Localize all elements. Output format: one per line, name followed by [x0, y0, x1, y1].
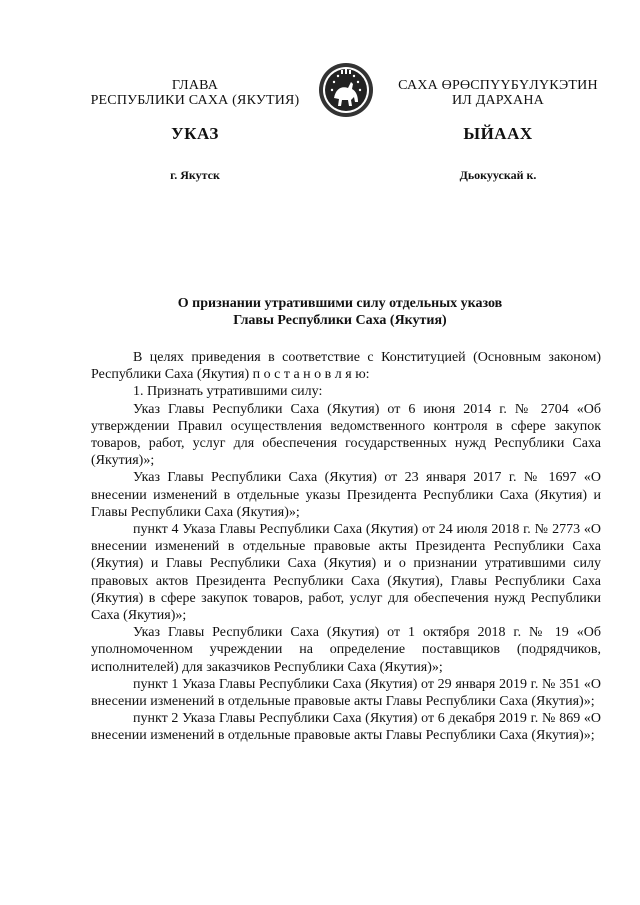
- paragraph: В целях приведения в соответствие с Конституцией (Основным законом) Республики Саха (Якутия) п о с т а н о в л я ю:: [91, 350, 601, 383]
- paragraph: Указ Главы Республики Саха (Якутия) от 6 июня 2014 г. № 2704 «Об утверждении Правил осуществления ведомственного контроля в сфере закупок товаров, работ, услуг для обеспечения государственных нужд Республики Саха (Якутия)»;: [91, 401, 601, 469]
- sakha-coat-of-arms-icon: [318, 62, 374, 118]
- city-sakha: Дьокуускай к.: [459, 168, 537, 182]
- title-line2: Главы Республики Саха (Якутия): [233, 313, 447, 328]
- title-line1: О признании утратившими силу отдельных указов: [177, 296, 503, 311]
- doc-type-ru: УКАЗ: [171, 124, 219, 143]
- paragraph: пункт 4 Указа Главы Республики Саха (Якутия) от 24 июля 2018 г. № 2773 «О внесении изменений в отдельные правовые акты Президента Республики Саха (Якутия) и Главы Республики Саха (Якутия) и о признании утратившими силу правовых актов Президента Республики Саха (Якутия), Главы Республики Саха (Якутия) в сфере закупок товаров, работ, услуг для обеспечения нужд Республики Саха (Якутия)»;: [91, 522, 601, 624]
- document-body: [91, 349, 601, 745]
- doc-type-sakha: ЫЙААХ: [463, 124, 533, 143]
- header-right-block: [383, 78, 613, 108]
- paragraph: пункт 1 Указа Главы Республики Саха (Якутия) от 29 января 2019 г. № 351 «О внесении изменений в отдельные правовые акты Главы Республики Саха (Якутия)»;: [91, 676, 601, 710]
- header-right-line1: САХА ӨРӨСПҮҮБҮЛҮКЭТИН: [398, 78, 598, 93]
- document-title: [90, 295, 590, 329]
- paragraph: Указ Главы Республики Саха (Якутия) от 1 октября 2018 г. № 19 «Об уполномоченном учреждении на определение поставщиков (подрядчиков, исполнителей) для заказчиков Республики Саха (Якутия)»;: [91, 625, 601, 675]
- paragraph: 1. Признать утратившими силу:: [133, 384, 323, 400]
- header-left-line2: РЕСПУБЛИКИ САХА (ЯКУТИЯ): [90, 93, 300, 108]
- header-left-block: [80, 78, 310, 108]
- city-ru: г. Якутск: [170, 168, 220, 182]
- header-left-line1: ГЛАВА: [171, 78, 219, 93]
- paragraph: пункт 2 Указа Главы Республики Саха (Якутия) от 6 декабря 2019 г. № 869 «О внесении изменений в отдельные правовые акты Главы Республики Саха (Якутия)»;: [91, 711, 601, 744]
- header-right-line2: ИЛ ДАРХАНА: [451, 93, 544, 108]
- paragraph: Указ Главы Республики Саха (Якутия) от 23 января 2017 г. № 1697 «О внесении изменений в отдельные указы Президента Республики Саха (Якутия) и Главы Республики Саха (Якутия)»;: [91, 470, 601, 520]
